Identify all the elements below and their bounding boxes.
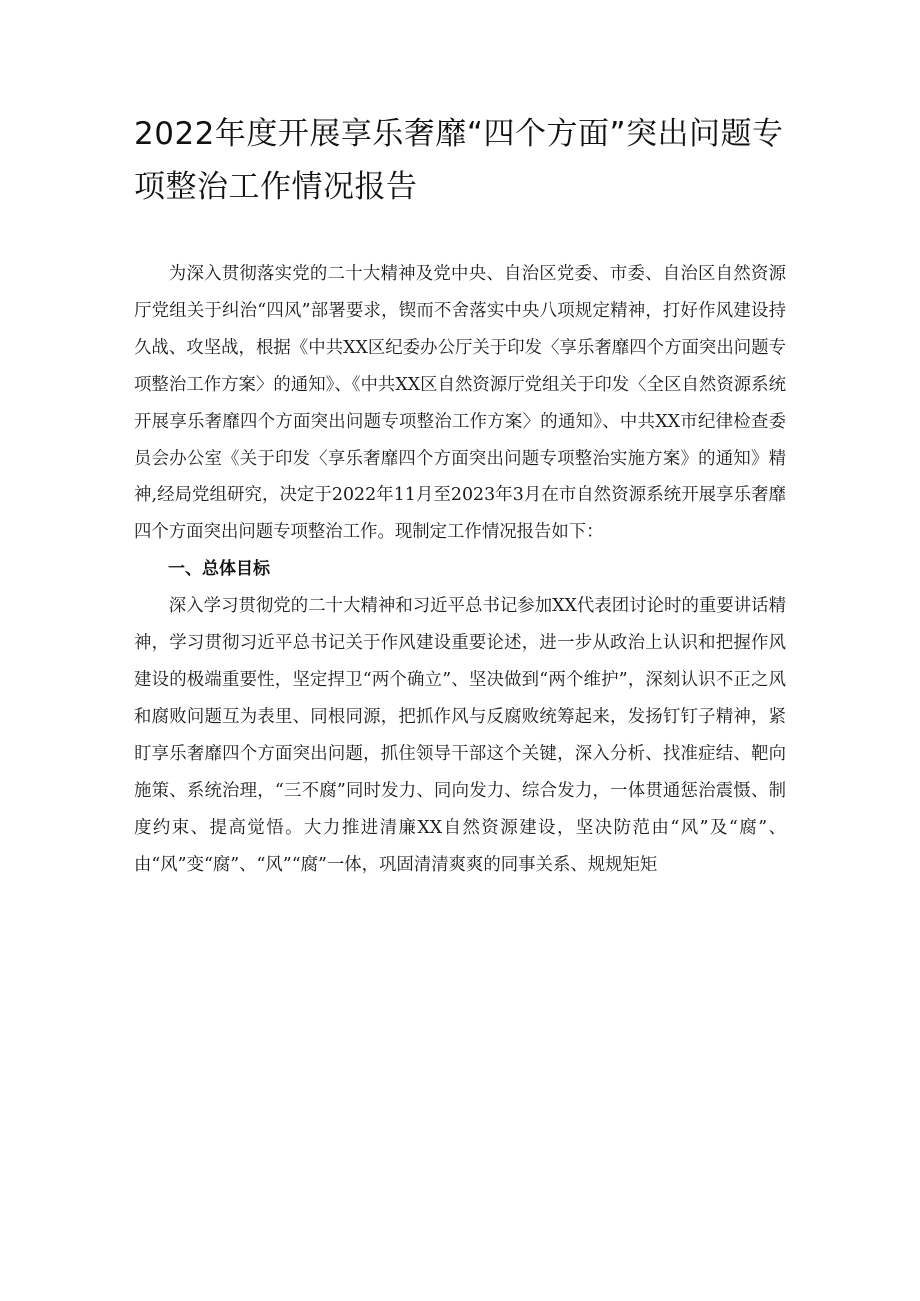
overall-goal-paragraph: 深入学习贯彻党的二十大精神和习近平总书记参加XX代表团讨论时的重要讲话精神，学习贯彻习近平总书记关于作风建设重要论述，进一步从政治上认识和把握作风建设的极端重要性，坚定捍卫“两个确立”、坚决做到“两个维护”，深刻认识不正之风和腐败问题互为表里、同根同源，把抓作风与反腐败统筹起来，发扬钉钉子精神，紧盯享乐奢靡四个方面突出问题，抓住领导干部这个关键，深入分析、找准症结、靶向施策、系统治理，“三不腐”同时发力、同向发力、综合发力，一体贯通惩治震慑、制度约束、提高觉悟。大力推进清廉XX自然资源建设，坚决防范由“风”及“腐”、由“风”变“腐”、“风”“腐”一体，巩固清清爽爽的同事关系、规规矩矩 <box>134 596 786 875</box>
intro-paragraph: 为深入贯彻落实党的二十大精神及党中央、自治区党委、市委、自治区自然资源厅党组关于纠治“四风”部署要求，锲而不舍落实中央八项规定精神，打好作风建设持久战、攻坚战，根据《中共XX区纪委办公厅关于印发〈享乐奢靡四个方面突出问题专项整治工作方案〉的通知》、《中共XX区自然资源厅党组关于印发〈全区自然资源系统开展享乐奢靡四个方面突出问题专项整治工作方案〉的通知》、中共XX市纪律检查委员会办公室《关于印发〈享乐奢靡四个方面突出问题专项整治实施方案》的通知》精神,经局党组研究，决定于2022年11月至2023年3月在市自然资源系统开展享乐奢靡四个方面突出问题专项整治工作。现制定工作情况报告如下： <box>134 264 786 543</box>
document-title: 2022年度开展享乐奢靡“四个方面”突出问题专项整治工作情况报告 <box>134 116 784 205</box>
document-body <box>134 256 786 883</box>
section-heading-overall-goal: 一、总体目标 <box>168 559 270 580</box>
